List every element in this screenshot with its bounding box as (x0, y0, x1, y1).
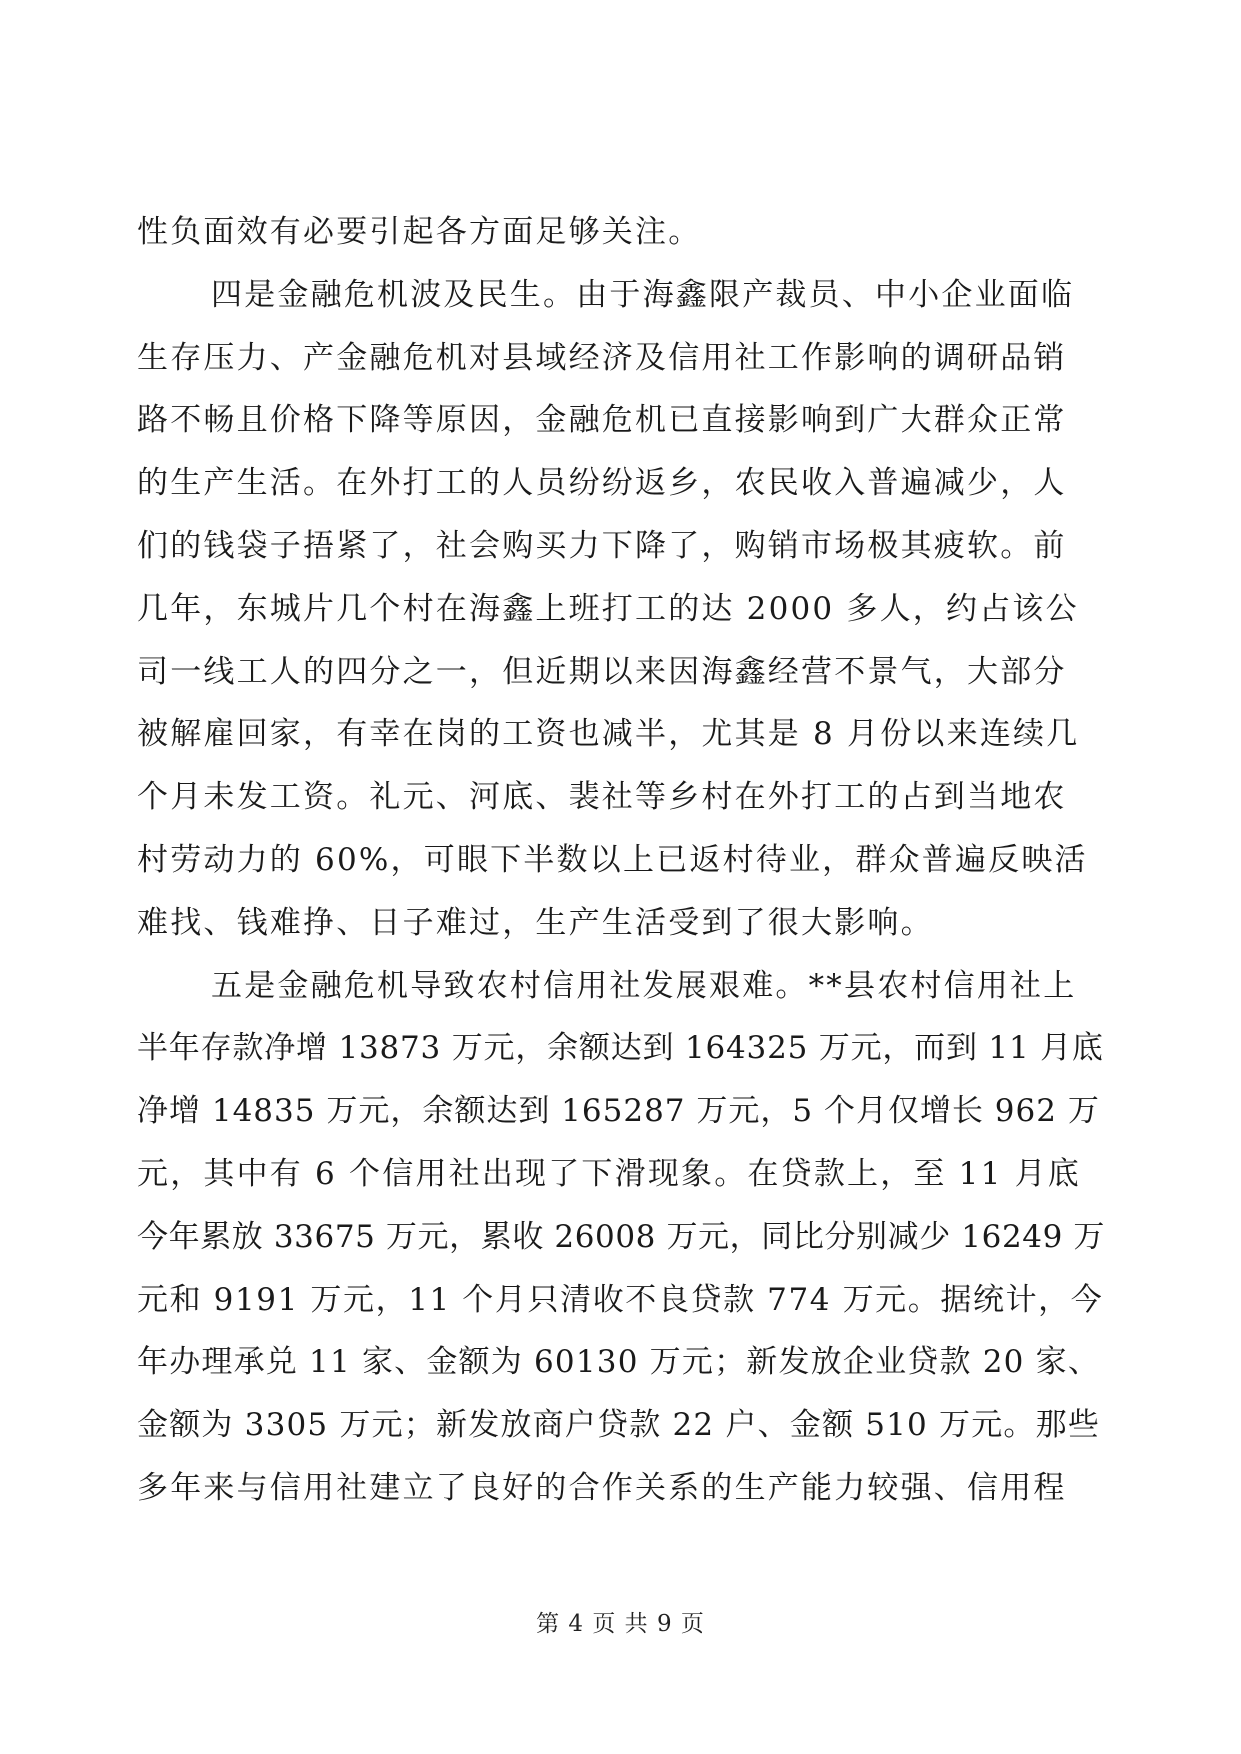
text-line: 半年存款净增 13873 万元，余额达到 164325 万元，而到 11 月底 (137, 1030, 1104, 1067)
text-line: 生存压力、产金融危机对县域经济及信用社工作影响的调研品销 (137, 339, 1067, 376)
text-line: 净增 14835 万元，余额达到 165287 万元，5 个月仅增长 962 万 (137, 1093, 1100, 1130)
text-line: 元，其中有 6 个信用社出现了下滑现象。在贷款上，至 11 月底 (137, 1155, 1081, 1192)
text-line: 路不畅且价格下降等原因，金融危机已直接影响到广大群众正常 (137, 402, 1067, 439)
paragraph-first-line: 五是金融危机导致农村信用社发展艰难。**县农村信用社上 (211, 967, 1077, 1004)
text-line: 们的钱袋子捂紧了，社会购买力下降了，购销市场极其疲软。前 (137, 527, 1067, 564)
document-body (137, 201, 1105, 1520)
text-line: 的生产生活。在外打工的人员纷纷返乡，农民收入普遍减少，人 (137, 465, 1067, 502)
page-number-footer: 第 4 页 共 9 页 (536, 1611, 705, 1637)
text-line: 金额为 3305 万元；新发放商户贷款 22 户、金额 510 万元。那些 (137, 1407, 1101, 1444)
text-line: 个月未发工资。礼元、河底、裴社等乡村在外打工的占到当地农 (137, 779, 1067, 816)
text-line: 几年，东城片几个村在海鑫上班打工的达 2000 多人，约占该公 (137, 590, 1079, 627)
paragraph-first-line: 四是金融危机波及民生。由于海鑫限产裁员、中小企业面临 (211, 276, 1075, 313)
text-line: 难找、钱难挣、日子难过，生产生活受到了很大影响。 (137, 904, 934, 941)
text-line: 多年来与信用社建立了良好的合作关系的生产能力较强、信用程 (137, 1469, 1067, 1506)
text-line: 被解雇回家，有幸在岗的工资也减半，尤其是 8 月份以来连续几 (137, 716, 1080, 753)
text-line: 今年累放 33675 万元，累收 26008 万元，同比分别减少 16249 万 (137, 1218, 1105, 1255)
text-line: 村劳动力的 60%，可眼下半数以上已返村待业，群众普遍反映活 (137, 841, 1088, 878)
text-line: 元和 9191 万元，11 个月只清收不良贷款 774 万元。据统计，今 (137, 1281, 1104, 1318)
text-line: 司一线工人的四分之一，但近期以来因海鑫经营不景气，大部分 (137, 653, 1067, 690)
text-line: 性负面效有必要引起各方面足够关注。 (137, 214, 702, 250)
text-line: 年办理承兑 11 家、金额为 60130 万元；新发放企业贷款 20 家、 (137, 1344, 1101, 1381)
